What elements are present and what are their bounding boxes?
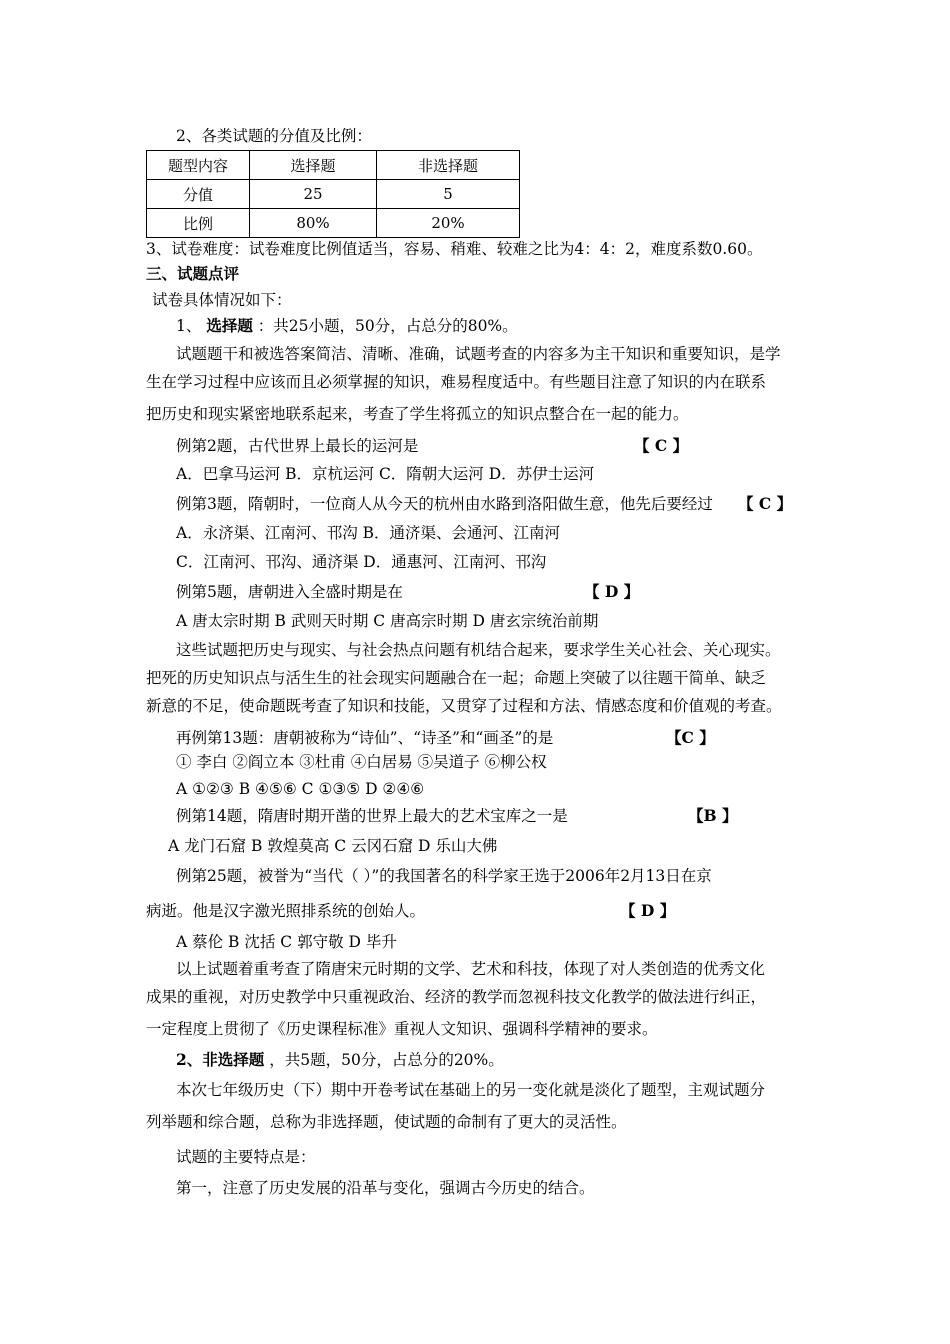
mc-heading-rest: ：共25小题，50分，占总分的80%。 — [257, 317, 518, 335]
difficulty-paragraph: 3、试卷难度：试卷难度比例值适当，容易、稍难、较难之比为4：4：2，难度系数0.60。 — [146, 240, 763, 258]
answer-bracket: 【 D 】 — [620, 901, 676, 920]
answer-bracket: 【 D 】 — [584, 582, 640, 601]
question-25: 例第25题，被誉为“当代（ ）”的我国著名的科学家王选于2006年2月13日在京 — [176, 867, 712, 885]
paragraph-line: 以上试题着重考查了隋唐宋元时期的文学、艺术和科技，体现了对人类创造的优秀文化 — [176, 960, 766, 978]
question-14: 例第14题，隋唐时期开凿的世界上最大的艺术宝库之一是 — [176, 807, 568, 825]
mc-heading — [176, 316, 518, 336]
paragraph-line: 把历史和现实紧密地联系起来，考查了学生将孤立的知识点整合在一起的能力。 — [146, 405, 689, 423]
table-cell: 非选择题 — [377, 151, 520, 180]
question-options: A ①②③ B ④⑤⑥ C ①③⑤ D ②④⑥ — [176, 780, 425, 798]
paragraph-line: 新意的不足，使命题既考查了知识和技能，又贯穿了过程和方法、情感态度和价值观的考查。 — [146, 697, 782, 715]
mc-heading-num: 1、 — [176, 317, 202, 335]
question-options: A．巴拿马运河 B．京杭运河 C．隋朝大运河 D．苏伊士运河 — [176, 465, 595, 483]
paragraph-line: 列举题和综合题，总称为非选择题，使试题的命制有了更大的灵活性。 — [146, 1113, 627, 1131]
question-options: A 龙门石窟 B 敦煌莫高 C 云冈石窟 D 乐山大佛 — [168, 837, 498, 855]
nmc-heading-bold: 2、非选择题 — [176, 1050, 265, 1069]
table-cell: 5 — [377, 180, 520, 209]
section-title: 三、试题点评 — [146, 264, 240, 283]
paragraph-line: 把死的历史知识点与活生生的社会现实问题融合在一起；命题上突破了以往题干简单、缺乏 — [146, 669, 767, 687]
table-row — [147, 209, 520, 238]
paragraph-line: 这些试题把历史与现实、与社会热点问题有机结合起来，要求学生关心社会、关心现实。 — [176, 641, 781, 659]
table-cell: 比例 — [147, 209, 250, 238]
paragraph-line: 试题的主要特点是： — [176, 1148, 316, 1166]
paragraph-line: 第一，注意了历史发展的沿革与变化，强调古今历史的结合。 — [176, 1179, 595, 1197]
answer-bracket: 【B 】 — [688, 806, 738, 825]
answer-bracket: 【 C 】 — [634, 436, 689, 455]
paragraph-line: 试题题干和被选答案简洁、清晰、准确，试题考查的内容多为主干知识和重要知识，是学 — [176, 345, 781, 363]
question-3: 例第3题，隋朝时，一位商人从今天的杭州由水路到洛阳做生意，他先后要经过 — [176, 495, 713, 513]
answer-bracket: 【 C 】 — [738, 494, 793, 513]
paragraph-line: 成果的重视，对历史教学中只重视政治、经济的教学而忽视科技文化教学的做法进行纠正， — [146, 988, 767, 1006]
score-heading: 2、各类试题的分值及比例： — [176, 127, 372, 145]
paragraph-line: 生在学习过程中应该而且必须掌握的知识，难易程度适中。有些题目注意了知识的内在联系 — [146, 373, 767, 391]
question-options: A 蔡伦 B 沈括 C 郭守敬 D 毕升 — [176, 933, 397, 951]
table-header-row — [147, 151, 520, 180]
answer-bracket: 【C 】 — [666, 728, 715, 747]
question-2: 例第2题，古代世界上最长的运河是 — [176, 437, 419, 455]
nmc-heading-rest: ，共5题，50分，占总分的20%。 — [269, 1051, 504, 1069]
table-cell: 25 — [250, 180, 377, 209]
intro-line: 试卷具体情况如下： — [152, 291, 292, 309]
question-options: A 唐太宗时期 B 武则天时期 C 唐高宗时期 D 唐玄宗统治前期 — [176, 612, 599, 630]
mc-heading-bold: 选择题 — [206, 316, 253, 335]
nmc-heading — [176, 1050, 504, 1070]
table-cell: 题型内容 — [147, 151, 250, 180]
question-25-cont: 病逝。他是汉字激光照排系统的创始人。 — [146, 902, 426, 920]
table-cell: 80% — [250, 209, 377, 238]
question-items: ① 李白 ②阎立本 ③杜甫 ④白居易 ⑤吴道子 ⑥柳公权 — [176, 753, 547, 771]
paragraph-line: 本次七年级历史（下）期中开卷考试在基础上的另一变化就是淡化了题型，主观试题分 — [176, 1081, 766, 1099]
question-options: A．永济渠、江南河、邗沟 B．通济渠、会通河、江南河 — [176, 524, 561, 542]
question-13: 再例第13题：唐朝被称为“诗仙”、“诗圣”和“画圣”的是 — [176, 729, 554, 747]
paragraph-line: 一定程度上贯彻了《历史课程标准》重视人文知识、强调科学精神的要求。 — [146, 1020, 658, 1038]
table-row — [147, 180, 520, 209]
table-cell: 选择题 — [250, 151, 377, 180]
table-cell: 分值 — [147, 180, 250, 209]
question-5: 例第5题，唐朝进入全盛时期是在 — [176, 583, 403, 601]
question-options: C．江南河、邗沟、通济渠 D．通惠河、江南河、邗沟 — [176, 553, 547, 571]
table-cell: 20% — [377, 209, 520, 238]
score-table — [146, 150, 520, 238]
